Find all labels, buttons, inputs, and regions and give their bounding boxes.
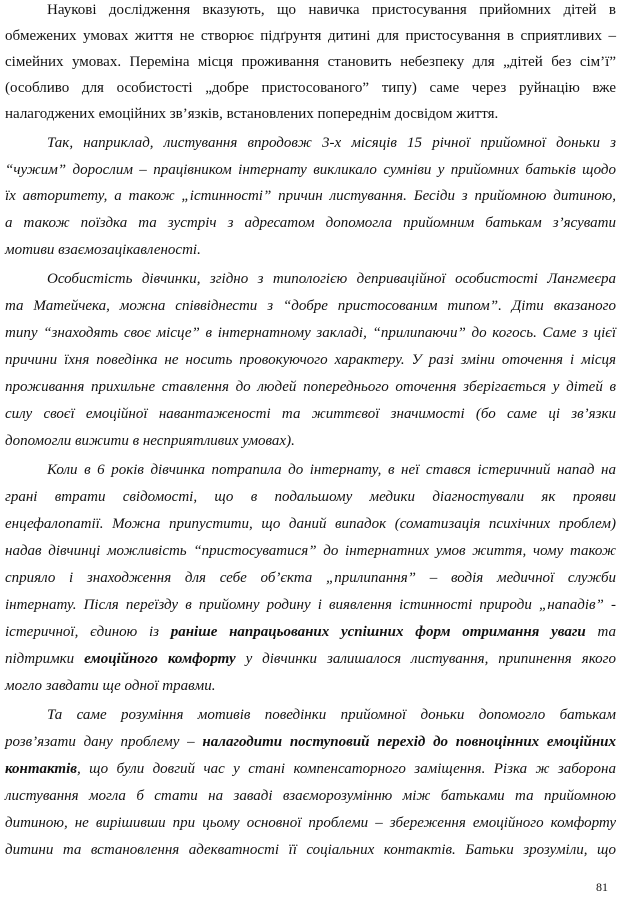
text-line: типу “знаходять своє місце” в інтернатному закладі, “прилипаючи” до когось. Саме з цієї: [5, 325, 616, 341]
text-line: підтримки емоційного комфорту у дівчинки залишалося листування, припинення якого: [5, 651, 616, 667]
text-line: контактів, що були довгий час у стані компенсаторного заміщення. Різка ж заборона: [5, 761, 616, 777]
bold-phrase: контактів: [5, 761, 77, 777]
text-line: їх авторитету, а також „істинності” причин листування. Бесіди з прийомною дитиною,: [5, 188, 616, 204]
text-line: а також поїздка та зустріч з адресатом допомогла прийомним батькам з’ясувати: [5, 215, 616, 231]
text-line: (особливо для особистості „добре пристосованого” типу) саме через руйнацію вже: [5, 80, 616, 96]
text-line: сімейних умовах. Переміна місця проживання становить небезпеку для „дітей без сім’ї”: [5, 54, 616, 70]
text-line: силу своєї емоційної навантаженості та життєвої значимості (бо саме ці зв’язки: [5, 406, 616, 422]
text-line: могло завдати ще одної травми.: [5, 678, 216, 694]
text-line: причини їхня поведінка не носить провокуючого характеру. У разі зміни оточення і місця: [5, 352, 616, 368]
text-line: надав дівчинці можливість “пристосуватися” до інтернатних умов життя, чому також: [5, 543, 616, 559]
text-line: Так, наприклад, листування впродовж 3-х місяців 15 річної прийомної доньки з: [47, 135, 616, 151]
text-line: Коли в 6 років дівчинка потрапила до інтернату, в неї стався істеричний напад на: [47, 462, 616, 478]
text-line: Особистість дівчинки, згідно з типологією деприваційної особистості Лангмеєра: [47, 271, 616, 287]
text-line: налагоджених емоційних зв’язків, встановлених попереднім досвідом життя.: [5, 106, 499, 122]
text-line: інтернату. Після переїзду в прийомну родину і виявлення істинності природи „нападів” -: [5, 597, 616, 613]
bold-phrase: раніше напрацьованих успішних форм отримання уваги: [170, 624, 586, 640]
text-line: та Матейчека, можна співвіднести з “добре пристосованим типом”. Діти вказаного: [5, 298, 616, 314]
text-line: “чужим” дорослим – працівником інтернату викликало сумніви у прийомних батьків щодо: [5, 162, 616, 178]
bold-phrase: налагодити поступовий перехід до повноцінних емоційних: [202, 734, 616, 750]
text-line: розв’язати дану проблему – налагодити поступовий перехід до повноцінних емоційних: [5, 734, 616, 750]
text-line: листування могла б стати на заваді взаєморозумінню між батьками та прийомною: [5, 788, 616, 804]
text-line: проживання прихильне ставлення до людей попереднього оточення зберігається у дітей в: [5, 379, 616, 395]
text-line: енцефалопатії. Можна припустити, що даний випадок (соматизація психічних проблем): [5, 516, 616, 532]
text-line: дитиною, не вирішивши при цьому основної проблеми – збереження емоційного комфорту: [5, 815, 616, 831]
text-line: істеричної, єдиною із раніше напрацьованих успішних форм отримання уваги та: [5, 624, 617, 640]
bold-phrase: емоційного комфорту: [84, 651, 236, 667]
text-line: Наукові дослідження вказують, що навичка пристосування прийомних дітей в: [47, 2, 616, 18]
text-line: допомогли вижити в несприятливих умовах).: [5, 433, 295, 449]
text-line: мотиви взаємозацікавленості.: [5, 242, 201, 258]
page-number: 81: [596, 880, 608, 894]
text-line: сприяло і знаходження для себе об’єкта „прилипання” – водія медичної служби: [5, 570, 616, 586]
text-line: грані втрати свідомості, що в подальшому медики діагностували як прояви: [5, 489, 616, 505]
text-line: обмежених умовах життя не створює підґрунтя дитині для пристосування в сприятливих –: [5, 28, 616, 44]
text-line: Та саме розуміння мотивів поведінки прийомної доньки допомогло батькам: [47, 707, 616, 723]
text-line: дитини та встановлення адекватності її соціальних контактів. Батьки зрозуміли, що: [5, 842, 616, 858]
